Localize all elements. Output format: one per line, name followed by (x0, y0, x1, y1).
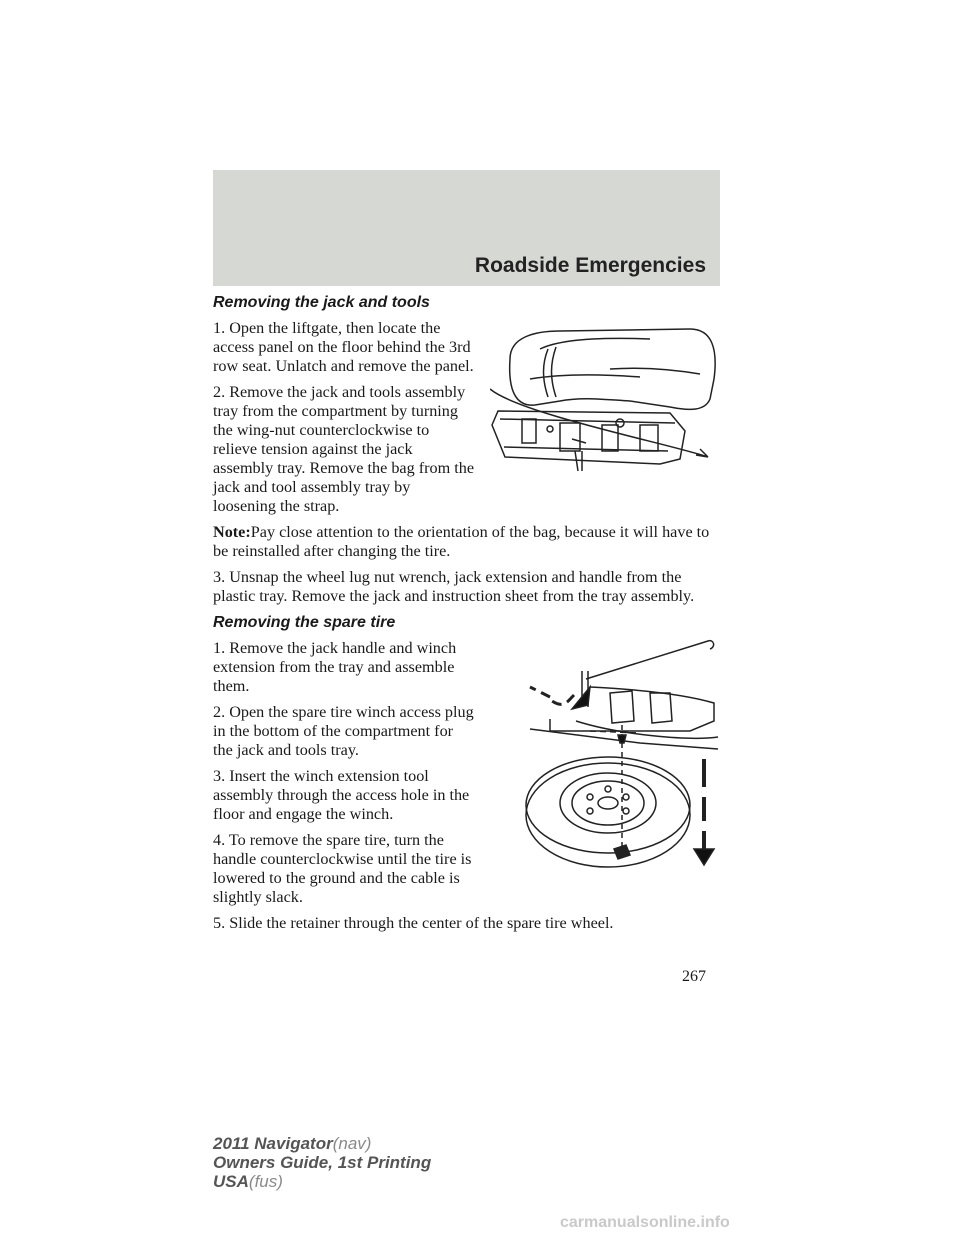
footer-line-2: Owners Guide, 1st Printing (213, 1153, 432, 1172)
footer (213, 1134, 431, 1191)
note-label: Note: (213, 523, 251, 541)
page-number: 267 (682, 968, 706, 985)
jack-step-2: 2. Remove the jack and tools assembly tray from the compartment by turning the wing-nut counterclockwise to relieve tension against the jack assembly tray. Remove the bag from the jack and tool assembly tray by loosening the strap. (213, 383, 475, 515)
heading-removing-spare: Removing the spare tire (213, 614, 396, 631)
spare-step-1: 1. Remove the jack handle and winch extension from the tray and assemble them. (213, 639, 457, 695)
spare-step-2: 2. Open the spare tire winch access plug in the bottom of the compartment for the jack and tools tray. (213, 703, 474, 759)
note-text: Pay close attention to the orientation of the bag, because it will have to be reinstalled after changing the tire. (213, 523, 710, 560)
footer-model: 2011 Navigator (213, 1134, 333, 1153)
watermark: carmanualsonline.info (560, 1214, 730, 1231)
spare-step-5: 5. Slide the retainer through the center of the spare tire wheel. (213, 914, 614, 932)
header-band (213, 170, 720, 286)
section-title: Roadside Emergencies (474, 254, 706, 277)
footer-model-code: (nav) (332, 1134, 372, 1153)
jack-steps (213, 319, 475, 523)
heading-removing-jack: Removing the jack and tools (213, 294, 430, 311)
jack-row (213, 319, 720, 523)
spare-tire-illustration (490, 639, 720, 914)
footer-region: USA (213, 1172, 249, 1191)
spare-step-3: 3. Insert the winch extension tool assembly through the access hole in the floor and engage the winch. (213, 767, 470, 823)
footer-region-code: (fus) (248, 1172, 283, 1191)
jack-tray-drawing (490, 319, 720, 479)
spare-steps (213, 639, 475, 914)
note (213, 523, 720, 561)
spare-row (213, 639, 720, 914)
spare-step-4: 4. To remove the spare tire, turn the handle counterclockwise until the tire is lowered to the ground and the cable is slightly slack. (213, 831, 472, 906)
footer-line-1 (213, 1134, 431, 1153)
footer-line-3 (213, 1172, 431, 1191)
jack-tray-illustration (490, 319, 720, 523)
jack-step-1: 1. Open the liftgate, then locate the access panel on the floor behind the 3rd row seat. Unlatch and remove the panel. (213, 319, 474, 375)
spare-tire-drawing (490, 639, 720, 889)
page-content (213, 293, 720, 940)
jack-step-3: 3. Unsnap the wheel lug nut wrench, jack extension and handle from the plastic tray. Remove the jack and instruction sheet from the tray assembly. (213, 568, 695, 605)
